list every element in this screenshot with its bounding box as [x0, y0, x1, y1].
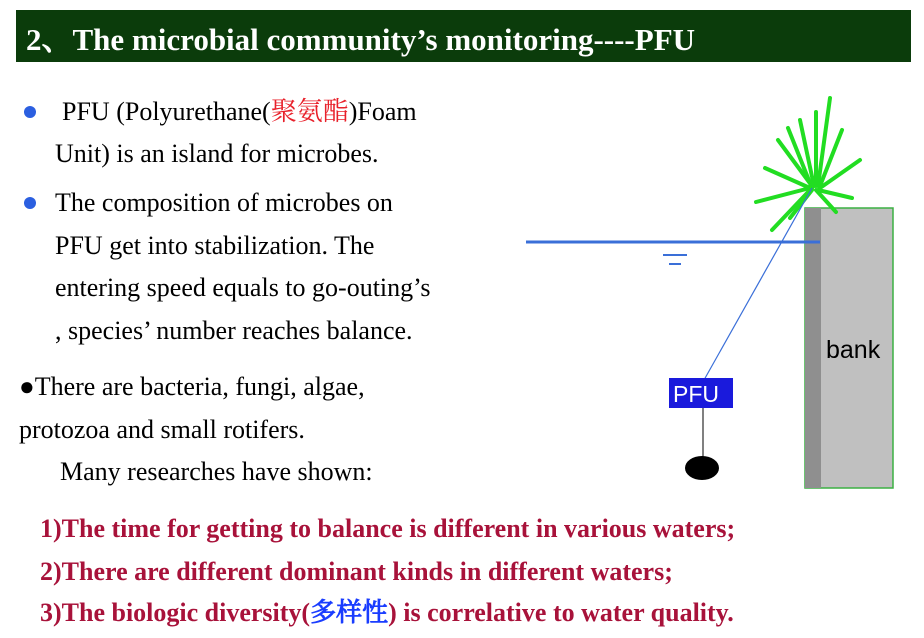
bullet-dot-1	[24, 106, 36, 118]
bank-edge	[805, 208, 821, 488]
conclusion-1: 1)The time for getting to balance is different in various waters;	[40, 514, 736, 543]
research-intro: Many researches have shown:	[60, 457, 373, 486]
bullet2-line3: entering speed equals to go-outing’s	[55, 273, 431, 302]
bullet2-line4: , species’ number reaches balance.	[55, 316, 413, 345]
pfu-label: PFU	[673, 381, 719, 407]
bullet1-line1	[62, 99, 417, 125]
bullet1-line1-cn: 聚氨酯	[270, 97, 349, 126]
pfu-diagram	[520, 90, 910, 500]
slide-title: 2、The microbial community’s monitoring----PFU	[26, 22, 696, 57]
pfu-string	[704, 188, 812, 380]
bullet3-marker: ●	[19, 372, 35, 401]
bullet3-line1	[19, 374, 365, 400]
bullet3-line2: protozoa and small rotifers.	[19, 415, 305, 444]
sinker-weight	[685, 456, 719, 480]
bullet1-line2: Unit) is an island for microbes.	[55, 139, 379, 168]
bullet-dot-2	[24, 197, 36, 209]
bank-label: bank	[826, 336, 881, 364]
conclusion-3-cn: 多样性	[310, 598, 389, 627]
conclusion-3	[40, 600, 734, 626]
bullet1-line1-pre: PFU (Polyurethane(	[62, 97, 271, 126]
bullet3-line1-text: There are bacteria, fungi, algae,	[34, 372, 365, 401]
bullet1-line1-post: )Foam	[348, 97, 417, 126]
conclusion-2: 2)There are different dominant kinds in different waters;	[40, 557, 673, 586]
conclusion-3-post: ) is correlative to water quality.	[388, 598, 734, 627]
bullet2-line1: The composition of microbes on	[55, 188, 393, 217]
bullet2-line2: PFU get into stabilization. The	[55, 231, 375, 260]
conclusion-3-pre: 3)The biologic diversity(	[40, 598, 311, 627]
